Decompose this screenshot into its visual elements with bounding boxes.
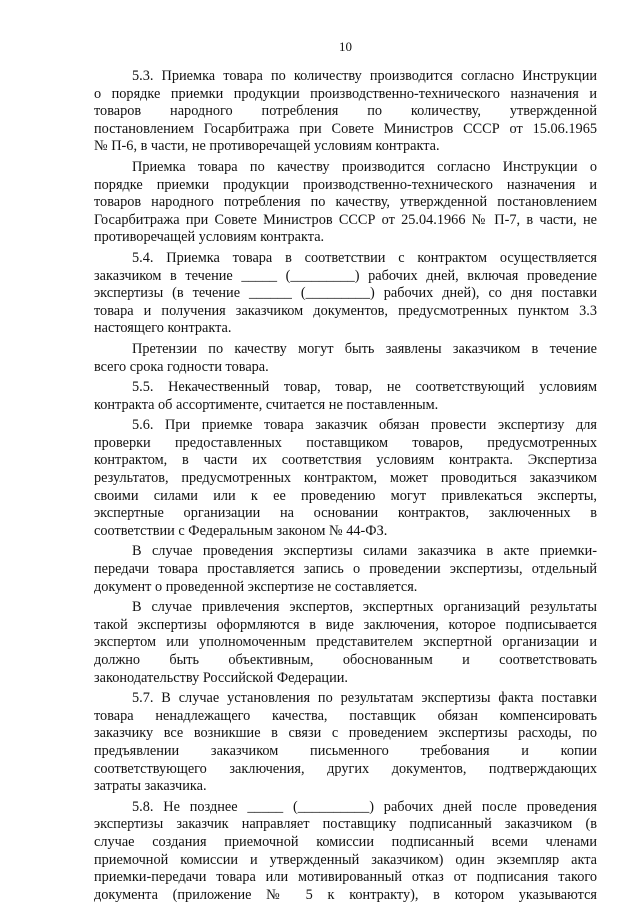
text-line: № П-6, в части, не противоречащей условиям контракта. xyxy=(94,138,440,155)
text-line: 5.6. При приемке товара заказчик обязан провести экспертизу для xyxy=(132,417,597,434)
paragraph-p8 xyxy=(94,599,597,687)
paragraph-p9 xyxy=(94,690,597,796)
paragraph-p3 xyxy=(94,250,597,338)
text-line: 5.4. Приемка товара в соответствии с контрактом осуществляется xyxy=(132,249,597,266)
text-line: 5.3. Приемка товара по количеству производится согласно Инструкции xyxy=(132,68,597,84)
text-line: проверки предоставленных поставщиком товаров, предусмотренных xyxy=(94,434,597,451)
paragraph-p4 xyxy=(94,341,597,376)
text-line: В случае проведения экспертизы силами заказчика в акте приемки- xyxy=(132,543,597,560)
text-line: 5.8. Не позднее _____ (__________) рабочих дней после проведения xyxy=(132,798,597,815)
text-line: своими силами или к ее проведению могут привлекаться эксперты, xyxy=(94,487,597,504)
text-line: всего срока годности товара. xyxy=(94,358,269,375)
text-line: 5.7. В случае установления по результатам экспертизы факта поставки xyxy=(132,690,597,707)
text-line: Претензии по качеству могут быть заявлены заказчиком в течение xyxy=(132,340,597,357)
text-line: приемки-передачи товара или мотивированный отказ от подписания такого xyxy=(94,869,597,886)
text-line: контрактом, в части их соответствия условиям контракта. Экспертиза xyxy=(94,452,597,469)
text-line: Приемка товара по качеству производится согласно Инструкции о xyxy=(132,158,597,175)
text-line: должно быть объективным, обоснованным и соответствовать xyxy=(94,652,597,668)
text-line: порядке приемки продукции производственно-технического назначения и xyxy=(94,176,597,193)
text-line: заказчику все возникшие в связи с проведением экспертизы расходы, по xyxy=(94,725,597,742)
text-line: товаров народного потребления по качеству, утвержденной постановлением xyxy=(94,194,597,211)
paragraph-p6 xyxy=(94,417,597,540)
text-line: товара и получения заказчиком документов, предусмотренных пунктом 3.3 xyxy=(94,302,597,319)
text-line: соответствии с Федеральным законом № 44-ФЗ. xyxy=(94,522,388,539)
paragraph-p1 xyxy=(94,68,597,156)
document-body xyxy=(94,68,597,904)
text-line: экспертизы (в течение ______ (_________) рабочих дней), со дня поставки xyxy=(94,285,597,302)
document-page xyxy=(94,0,597,905)
text-line: настоящего контракта. xyxy=(94,320,232,337)
text-line: о порядке приемки продукции производственно-технического назначения и xyxy=(94,85,597,102)
text-line: экспертизы заказчик направляет поставщику подписанный заказчиком (в xyxy=(94,816,597,833)
text-line: экспертом или уполномоченным представителем экспертной организации и xyxy=(94,634,597,651)
text-line: 5.5. Некачественный товар, товар, не соответствующий условиям xyxy=(132,379,597,396)
paragraph-p5 xyxy=(94,379,597,414)
text-line: контракта об ассортименте, считается не поставленным. xyxy=(94,396,439,413)
page-number: 10 xyxy=(339,39,352,54)
text-line: затраты заказчика. xyxy=(94,778,207,795)
text-line: заказчиком в течение _____ (_________) рабочих дней, включая проведение xyxy=(94,267,597,284)
text-line: товара ненадлежащего качества, поставщик обязан компенсировать xyxy=(94,707,597,724)
text-line: такой экспертизы оформляются в виде заключения, которое подписывается xyxy=(94,616,597,633)
text-line: передачи товара проставляется запись о проведении экспертизы, отдельный xyxy=(94,561,597,578)
text-line: Госарбитража при Совете Министров СССР от 25.04.1966 № П-7, в части, не xyxy=(94,211,597,228)
text-line: постановлением Госарбитража при Совете Министров СССР от 15.06.1965 xyxy=(94,120,597,137)
paragraph-p7 xyxy=(94,543,597,596)
paragraph-p10 xyxy=(94,799,597,905)
text-line: законодательству Российской Федерации. xyxy=(94,669,348,686)
paragraph-p2 xyxy=(94,159,597,247)
text-line: соответствующего заключения, других документов, подтверждающих xyxy=(94,760,597,777)
text-line: предъявлении заказчиком письменного требования и копии xyxy=(94,742,597,759)
text-line: приемочной комиссии и утвержденный заказчиком) один экземпляр акта xyxy=(94,851,597,868)
text-line: В случае привлечения экспертов, экспертных организаций результаты xyxy=(132,599,597,616)
text-line: случае создания приемочной комиссии подписанный всеми членами xyxy=(94,833,597,850)
text-line: результатов, предусмотренных контрактом, может проводиться заказчиком xyxy=(94,470,597,487)
text-line: противоречащей условиям контракта. xyxy=(94,229,325,246)
text-line: документа (приложение № 5 к контракту), в котором указываются xyxy=(94,886,597,903)
text-line: экспертные организации на основании контрактов, заключенных в xyxy=(94,505,597,522)
text-line: товаров народного потребления по количеству, утвержденной xyxy=(94,103,597,120)
text-line: документ о проведенной экспертизе не составляется. xyxy=(94,578,418,595)
